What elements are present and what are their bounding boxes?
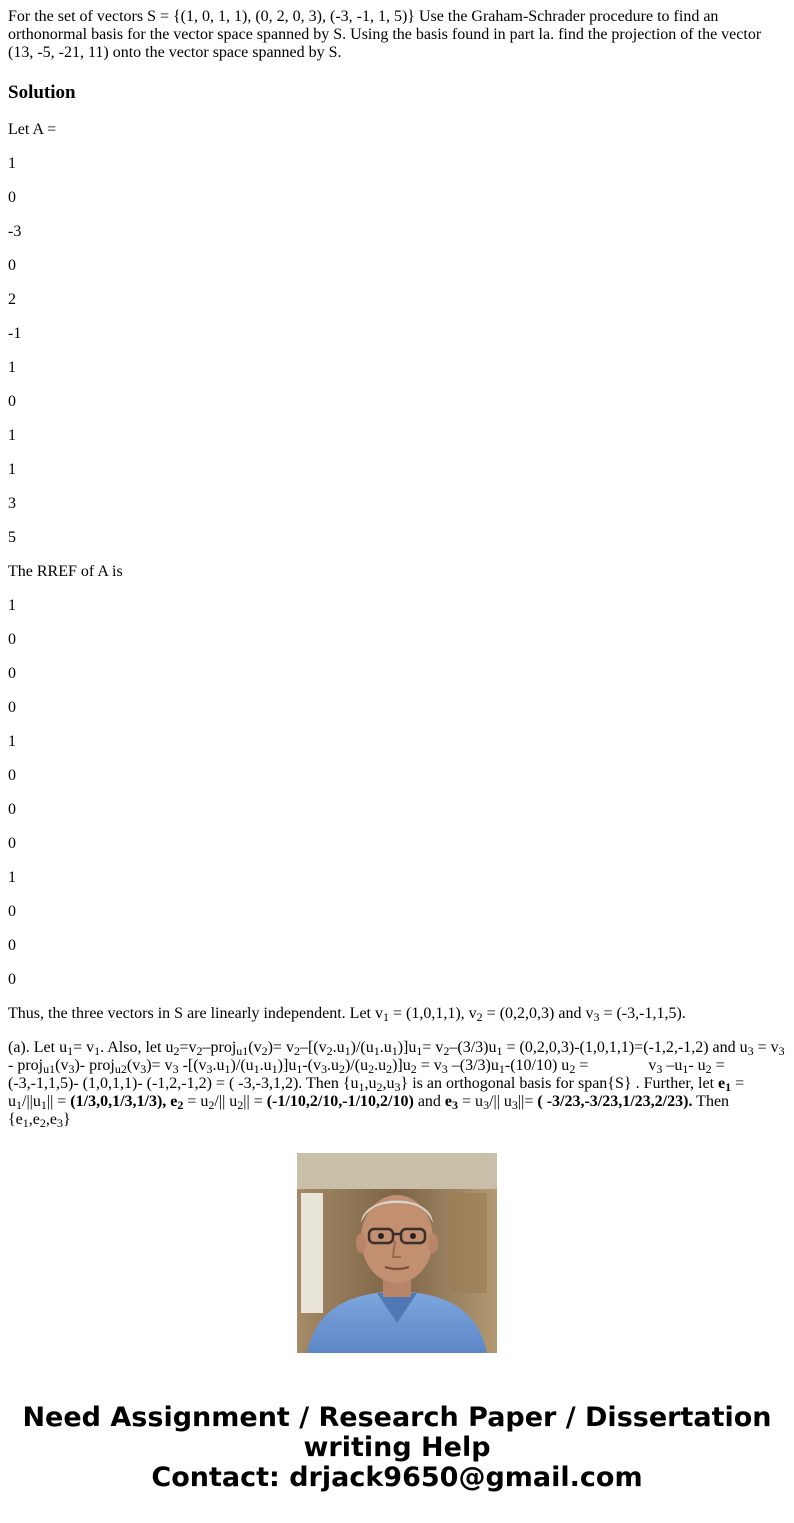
matrix-entry: 0 (8, 767, 16, 784)
matrix-entry: -3 (8, 223, 22, 240)
solution-content (8, 8, 786, 1130)
matrix-entry: 1 (8, 869, 16, 886)
matrix-entry: 0 (8, 937, 16, 954)
matrix-entry: 1 (8, 461, 16, 478)
matrix-entry: 1 (8, 359, 16, 376)
matrix-entry: 3 (8, 495, 16, 512)
matrix-entry: 1 (8, 155, 16, 172)
matrix-entry: 1 (8, 427, 16, 444)
matrix-entry: 1 (8, 597, 16, 614)
matrix-entry: 1 (8, 733, 16, 750)
promo-line-1: Need Assignment / Research Paper / Dissertation (22, 1402, 772, 1433)
part-a-paragraph: (a). Let $u_1= v_1$. Also, let $u_2=v_2-proj_{u1}(v_2)= v_2-[(v_2.u_1)/(u_1.u_1)]u_1= v_2-(3/3)u_1 = (0,2,0,3)-(1,0,1,1)=(-1,2,-1,2)$ and $u_3 = v_3$ - $proj_{u1}(v_3)-$ $proj_{u2}(v_3)= v_3$ $-[(v_3.u_1)/(u_1.u_1)]u_1-(v_3.u_2)/(u_2.u_2)]u_2 = v_3$ $-(3/3)u_1-(10/10) u_2$ = $v_3$ $-u_1-$ $u_2 = (-3,-1,1,5)-$ (1,0,1,1)- (-1,2,-1,2) = ( -3,-3,1,2). Then $\{u_1,u_2,u_3\}$ is an orthogonal basis for span{S} . Further, let $e_1 = u_1/||u_1|| = (1/3,0,1/3,1/3)$, $e_2 = u_2/||$ $u_2|| = (-1/10,2/10,-1/10,2/10)$ and $e_3 = u_3/||$ $u_3||=$ ( -3/23,-3/23,1/23,2/23). Then $\{e_1,e_2,e_3\}$ (8, 1039, 785, 1130)
solution-heading: Solution (8, 82, 76, 103)
let-a-label: Let A = (8, 121, 57, 138)
matrix-a (8, 155, 786, 547)
matrix-rref (8, 597, 786, 989)
matrix-entry: 0 (8, 189, 16, 206)
matrix-entry: 0 (8, 801, 16, 818)
matrix-entry: 0 (8, 631, 16, 648)
matrix-entry: 0 (8, 257, 16, 274)
rref-label: The RREF of A is (8, 563, 123, 580)
matrix-entry: 0 (8, 971, 16, 988)
matrix-entry: 0 (8, 699, 16, 716)
matrix-entry: 5 (8, 529, 16, 546)
matrix-entry: 2 (8, 291, 16, 308)
promo-line-2: writing Help (303, 1432, 491, 1463)
independence-paragraph: Thus, the three vectors in S are linearly independent. Let $v_1 = (1,0,1,1)$, $v_2 = (0,2,0,3)$ and $v_3 = (-3,-1,1,5)$. (8, 1005, 686, 1024)
author-photo (297, 1153, 497, 1353)
question-text: For the set of vectors S = {(1, 0, 1, 1), (0, 2, 0, 3), (-3, -1, 1, 5)} Use the Graham-Schrader procedure to find an orthonormal basis for the vector space spanned by S. Using the basis found in part la. find the projection of the vector (13, -5, -21, 11) onto the vector space spanned by S. (8, 8, 762, 61)
matrix-entry: 0 (8, 393, 16, 410)
matrix-entry: 0 (8, 835, 16, 852)
matrix-entry: -1 (8, 325, 22, 342)
matrix-entry: 0 (8, 903, 16, 920)
promo-banner (0, 1403, 794, 1493)
matrix-entry: 0 (8, 665, 16, 682)
promo-contact: Contact: drjack9650@gmail.com (151, 1462, 643, 1493)
author-avatar (297, 1153, 497, 1353)
